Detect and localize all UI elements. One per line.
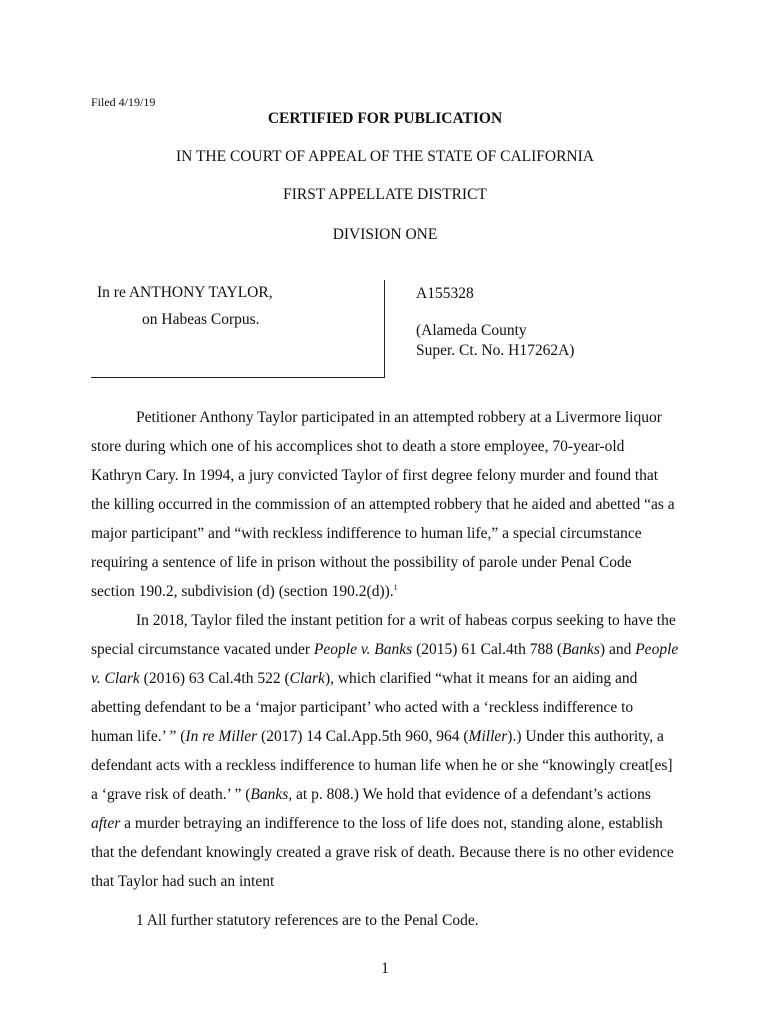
filed-date: Filed 4/19/19 bbox=[91, 95, 156, 109]
opinion-body bbox=[91, 403, 679, 896]
case-number: A155328 bbox=[416, 285, 474, 302]
court-heading: IN THE COURT OF APPEAL OF THE STATE OF CALIFORNIA bbox=[176, 148, 594, 165]
case-citation: People v. Clark bbox=[91, 641, 679, 687]
division-heading: DIVISION ONE bbox=[332, 226, 438, 243]
case-citation: People v. Banks bbox=[313, 641, 413, 658]
case-short-name: Clark bbox=[289, 670, 325, 687]
page-number: 1 bbox=[381, 960, 389, 977]
county: (Alameda County bbox=[416, 322, 527, 339]
footnote: 1 All further statutory references are to the Penal Code. bbox=[136, 912, 479, 929]
emphasis: after bbox=[91, 815, 121, 832]
case-info bbox=[416, 284, 574, 361]
case-citation: In re Miller bbox=[185, 728, 258, 745]
case-caption-box bbox=[91, 280, 385, 378]
caption-proceeding: on Habeas Corpus. bbox=[142, 311, 260, 328]
caption-party: In re ANTHONY TAYLOR, bbox=[97, 284, 273, 301]
case-short-name: Banks bbox=[250, 786, 289, 803]
case-short-name: Banks bbox=[562, 641, 600, 658]
district-heading: FIRST APPELLATE DISTRICT bbox=[283, 186, 487, 203]
paragraph-2: In 2018, Taylor filed the instant petition for a writ of habeas corpus seeking to have the special circumstance vacated under People v. Banks (2015) 61 Cal.4th 788 (Banks) and People v. Clark (2016) 63 Cal.4th 522 (Clark), which clarified “what it means for an aiding and abetting defendant to be a ‘major participant’ who acted with a ‘reckless indifference to human life.’ ” (In re Miller (2017) 14 Cal.App.5th 960, 964 (Miller).) Under this authority, a defendant acts with a reckless indifference to human life when he or she “knowingly creat[es] a ‘grave risk of death.’ ” (Banks, at p. 808.) We hold that evidence of a defendant’s actions after a murder betraying an indifference to the loss of life does not, standing alone, establish that the defendant knowingly created a grave risk of death. Because there is no other evidence that Taylor had such an intent bbox=[91, 612, 679, 890]
superior-court-number: Super. Ct. No. H17262A) bbox=[416, 342, 575, 359]
certified-heading: CERTIFIED FOR PUBLICATION bbox=[267, 110, 503, 127]
paragraph-1: Petitioner Anthony Taylor participated in an attempted robbery at a Livermore liquor store during which one of his accomplices shot to death a store employee, 70-year-old Kathryn Cary. In 1994, a jury convicted Taylor of first degree felony murder and found that the killing occurred in the commission of an attempted robbery that he aided and abetted “as a major participant” and “with reckless indifference to human life,” a special circumstance requiring a sentence of life in prison without the possibility of parole under Penal Code section 190.2, subdivision (d) (section 190.2(d)).$^1$ bbox=[91, 409, 675, 600]
footnote-ref: 1 bbox=[393, 582, 398, 592]
case-short-name: Miller bbox=[468, 728, 508, 745]
